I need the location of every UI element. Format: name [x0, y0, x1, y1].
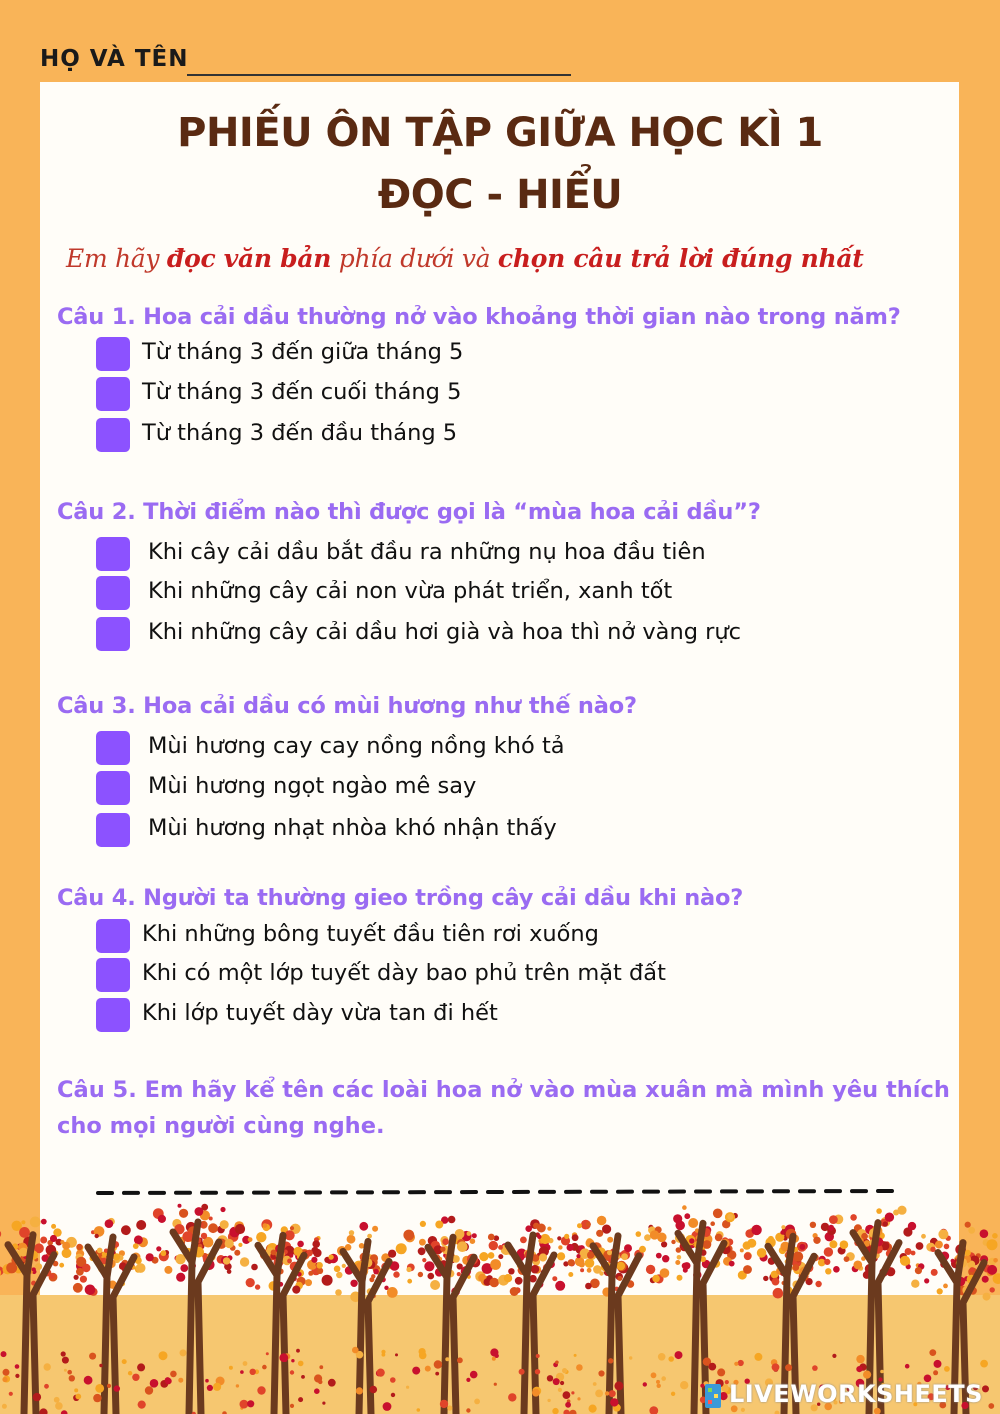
liveworksheets-logo-icon: [703, 1380, 725, 1412]
name-row: [40, 42, 580, 82]
question-3: Câu 3. Hoa cải dầu có mùi hương như thế nào?: [57, 693, 637, 719]
option-label: Mùi hương cay cay nồng nồng khó tả: [148, 733, 565, 759]
checkbox[interactable]: [96, 576, 130, 610]
option-label: Khi có một lớp tuyết dày bao phủ trên mặt đất: [142, 960, 666, 986]
name-input-line[interactable]: [187, 74, 571, 76]
question-5: [57, 1072, 957, 1144]
option-label: Từ tháng 3 đến cuối tháng 5: [142, 379, 462, 405]
option-label: Khi những bông tuyết đầu tiên rơi xuống: [142, 921, 599, 947]
question-4: Câu 4. Người ta thường gieo trồng cây cải dầu khi nào?: [57, 885, 744, 911]
worksheet-title: PHIẾU ÔN TẬP GIỮA HỌC KÌ 1: [177, 110, 823, 156]
option-label: Từ tháng 3 đến giữa tháng 5: [142, 339, 464, 365]
checkbox[interactable]: [96, 919, 130, 953]
option-label: Khi lớp tuyết dày vừa tan đi hết: [142, 1000, 498, 1026]
answer-dashed-line[interactable]: [96, 1186, 906, 1200]
checkbox[interactable]: [96, 771, 130, 805]
checkbox[interactable]: [96, 377, 130, 411]
checkbox[interactable]: [96, 537, 130, 571]
checkbox[interactable]: [96, 813, 130, 847]
option-label: Khi những cây cải non vừa phát triển, xanh tốt: [148, 578, 673, 604]
brand-text: LIVEWORKSHEETS: [729, 1380, 983, 1408]
checkbox[interactable]: [96, 418, 130, 452]
option-label: Mùi hương ngọt ngào mê say: [148, 773, 477, 799]
option-label: Mùi hương nhạt nhòa khó nhận thấy: [148, 815, 557, 841]
checkbox[interactable]: [96, 731, 130, 765]
checkbox[interactable]: [96, 617, 130, 651]
checkbox[interactable]: [96, 998, 130, 1032]
option-label: Khi những cây cải dầu hơi già và hoa thì nở vàng rực: [148, 619, 742, 645]
worksheet-subtitle: ĐỌC - HIỂU: [377, 172, 623, 218]
option-label: Từ tháng 3 đến đầu tháng 5: [142, 420, 458, 446]
question-5-line-1: Câu 5. Em hãy kể tên các loài hoa nở vào mùa xuân mà mình yêu thích: [57, 1077, 950, 1103]
instruction: Em hãy đọc văn bản phía dưới và chọn câu trả lời đúng nhất: [66, 244, 864, 273]
checkbox[interactable]: [96, 337, 130, 371]
question-2: Câu 2. Thời điểm nào thì được gọi là “mùa hoa cải dầu”?: [57, 499, 761, 525]
checkbox[interactable]: [96, 958, 130, 992]
question-1: Câu 1. Hoa cải dầu thường nở vào khoảng thời gian nào trong năm?: [57, 304, 901, 330]
question-5-line-2: cho mọi người cùng nghe.: [57, 1113, 385, 1139]
option-label: Khi cây cải dầu bắt đầu ra những nụ hoa đầu tiên: [148, 539, 706, 565]
name-label: HỌ VÀ TÊN: [40, 46, 189, 72]
